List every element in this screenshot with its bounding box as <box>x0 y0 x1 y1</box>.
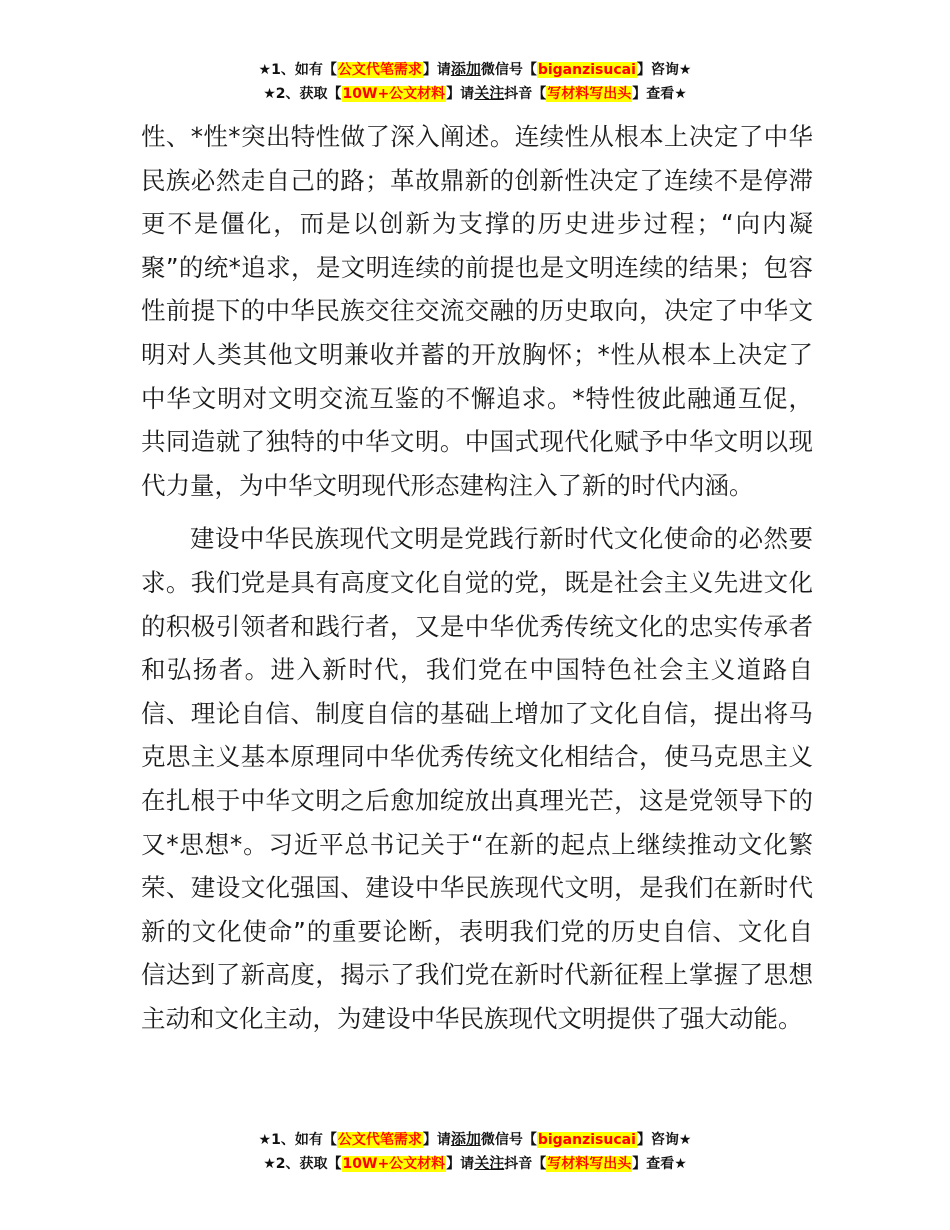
banner-text: 抖音【 <box>504 86 547 102</box>
banner-text: 】查看★ <box>632 86 687 102</box>
emphasis-text: 添加 <box>450 60 481 78</box>
highlight-materials: 10W+公文材料 <box>342 1156 446 1172</box>
highlight-service: 公文代笔需求 <box>337 1132 422 1148</box>
banner-text: ★2、获取【 <box>263 86 342 102</box>
banner-line-1 <box>0 58 950 82</box>
highlight-materials: 10W+公文材料 <box>342 86 446 102</box>
banner-text: 微信号【 <box>480 62 537 78</box>
paragraph-1: 性、*性*突出特性做了深入阐述。连续性从根本上决定了中华民族必然走自己的路；革故鼎新的创新性决定了连续不是停滞更不是僵化，而是以创新为支撑的历史进步过程；“向内凝聚”的统*追求，是文明连续的前提也是文明连续的结果；包容性前提下的中华民族交往交流交融的历史取向，决定了中华文明对人类其他文明兼收并蓄的开放胸怀；*性从根本上决定了中华文明对文明交流互鉴的不懈追求。*特性彼此融通互促，共同造就了独特的中华文明。中国式现代化赋予中华文明以现代力量，为中华文明现代形态建构注入了新的时代内涵。 <box>141 122 813 500</box>
highlight-wechat-id: biganzisucai <box>537 62 636 78</box>
banner-line-2 <box>0 82 950 106</box>
banner-text: 】请 <box>422 1132 451 1148</box>
emphasis-text: 添加 <box>450 1130 481 1148</box>
banner-line-1 <box>0 1128 950 1152</box>
banner-text: 】咨询★ <box>636 1132 692 1148</box>
document-body <box>141 115 813 1040</box>
emphasis-text: 关注 <box>474 1154 505 1172</box>
banner-text: 】请 <box>446 86 475 102</box>
highlight-douyin-id: 写材料写出头 <box>547 86 632 102</box>
banner-line-2 <box>0 1152 950 1176</box>
emphasis-text: 关注 <box>474 84 505 102</box>
banner-text: 】请 <box>446 1156 475 1172</box>
banner-text: ★2、获取【 <box>263 1156 342 1172</box>
banner-text: 】请 <box>422 62 451 78</box>
highlight-douyin-id: 写材料写出头 <box>547 1156 632 1172</box>
footer-banner <box>0 1128 950 1176</box>
banner-text: 】咨询★ <box>636 62 692 78</box>
paragraph-2: 建设中华民族现代文明是党践行新时代文化使命的必然要求。我们党是具有高度文化自觉的党，既是社会主义先进文化的积极引领者和践行者，又是中华优秀传统文化的忠实传承者和弘扬者。进入新时代，我们党在中国特色社会主义道路自信、理论自信、制度自信的基础上增加了文化自信，提出将马克思主义基本原理同中华优秀传统文化相结合，使马克思主义在扎根于中华文明之后愈加绽放出真理光芒，这是党领导下的又*思想*。习近平总书记关于“在新的起点上继续推动文化繁荣、建设文化强国、建设中华民族现代文明，是我们在新时代新的文化使命”的重要论断，表明我们党的历史自信、文化自信达到了新高度，揭示了我们党在新时代新征程上掌握了思想主动和文化主动，为建设中华民族现代文明提供了强大动能。 <box>141 524 813 1033</box>
banner-text: 】查看★ <box>632 1156 687 1172</box>
banner-text: ★1、如有【 <box>258 62 337 78</box>
header-banner <box>0 58 950 106</box>
highlight-service: 公文代笔需求 <box>337 62 422 78</box>
banner-text: 抖音【 <box>504 1156 547 1172</box>
highlight-wechat-id: biganzisucai <box>537 1132 636 1148</box>
banner-text: ★1、如有【 <box>258 1132 337 1148</box>
banner-text: 微信号【 <box>480 1132 537 1148</box>
